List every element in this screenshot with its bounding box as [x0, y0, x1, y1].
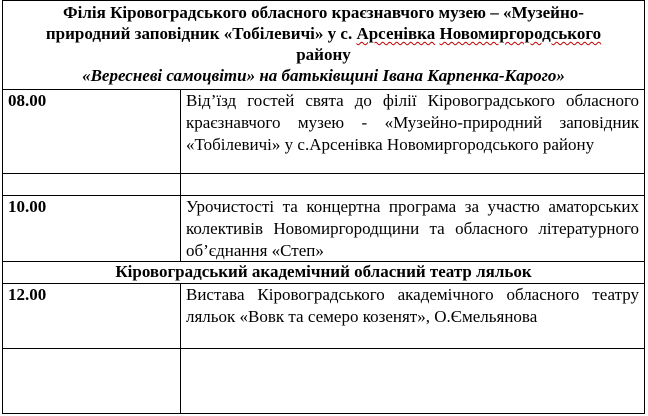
header-line-3: району	[296, 45, 351, 64]
table-header	[2, 2, 645, 90]
border-left	[2, 0, 3, 414]
description-cell-3: Урочистості та концертна програма за участю аматорських колективів Новомиргородщини та обласного літературного об’єднання «Степ»	[186, 197, 639, 260]
header-line-1: Філія Кіровоградського обласного краєзнавчого музею – «Музейно-	[63, 3, 584, 22]
header-village: Арсенівка	[356, 24, 436, 43]
column-divider-2	[180, 283, 181, 414]
border-after-row-2	[2, 195, 645, 196]
schedule-table	[2, 0, 645, 414]
border-after-row-4	[2, 348, 645, 349]
description-cell-1: Від’їзд гостей свята до філії Кіровоградського обласного краєзнавчого музею - «Музейно-природний заповідник «Тобілевичі» у с.Арсенівка Новомиргородського району	[186, 91, 639, 154]
time-cell-3: 10.00	[8, 197, 47, 216]
border-after-row-3	[2, 261, 645, 262]
border-bottom	[2, 413, 645, 414]
border-top	[2, 0, 645, 1]
column-divider-1	[180, 89, 181, 262]
header-line-2: природний заповідник «Тобілевичі» у с. Арсенівка Новомиргородського	[45, 24, 602, 43]
description-cell-4: Вистава Кіровоградського академічного обласного театру ляльок «Вовк та семеро козенят», О.Ємельянова	[186, 285, 639, 326]
time-cell-4: 12.00	[8, 285, 47, 304]
header-district: Новомиргородського	[439, 24, 602, 43]
header-festival-title: «Вересневі самоцвіти» на батьківщині Івана Карпенка-Карого»	[82, 66, 565, 85]
border-after-header	[2, 89, 645, 90]
border-after-row-1	[2, 173, 645, 174]
border-after-section	[2, 283, 645, 284]
time-cell-1: 08.00	[8, 91, 47, 110]
section-title: Кіровоградський академічний обласний театр ляльок	[115, 262, 532, 281]
border-right	[644, 0, 645, 414]
